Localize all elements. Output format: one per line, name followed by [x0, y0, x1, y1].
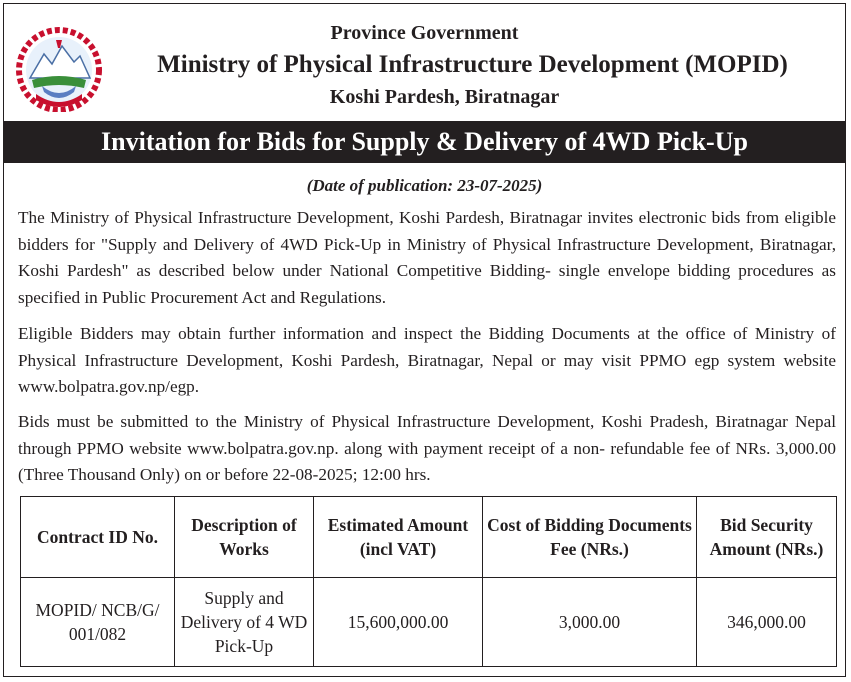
header-location: Koshi Pardesh, Biratnagar: [329, 86, 560, 108]
notice-page: [3, 3, 846, 677]
table-header-row: [21, 497, 837, 578]
paragraph-information: Eligible Bidders may obtain further information and inspect the Bidding Documents at the office of Ministry of Physical Infrastructure Development, Koshi Pardesh, Biratnagar, Nepal or may visit PPMO egp system website www.bolpatra.gov.np/egp.: [18, 324, 836, 396]
header-description: Description of Works: [175, 497, 314, 578]
table-row: [21, 578, 837, 667]
header-bid-security: Bid Security Amount (NRs.): [697, 497, 837, 578]
header-ministry: Ministry of Physical Infrastructure Development (MOPID): [157, 51, 788, 78]
bid-table: [20, 496, 837, 667]
header: [4, 4, 845, 118]
header-contract-id: Contract ID No.: [21, 497, 175, 578]
publication-date: (Date of publication: 23-07-2025): [306, 176, 543, 195]
notice-title: Invitation for Bids for Supply & Delivery of 4WD Pick-Up: [4, 121, 845, 163]
cell-bid-security: 346,000.00: [697, 578, 837, 667]
cell-estimated-amount: 15,600,000.00: [314, 578, 483, 667]
paragraph-submission: Bids must be submitted to the Ministry of Physical Infrastructure Development, Koshi Pradesh, Biratnagar Nepal through PPMO website www.bolpatra.gov.np. along with payment receipt of a non- refundable fee of NRs. 3,000.00 (Three Thousand Only) on or before 22-08-2025; 12:00 hrs.: [18, 412, 836, 484]
paragraph-invitation: The Ministry of Physical Infrastructure Development, Koshi Pardesh, Biratnagar invites electronic bids from eligible bidders for "Supply and Delivery of 4WD Pick-Up in Ministry of Physical Infrastructure Development, Biratnagar, Koshi Pardesh" as described below under National Competitive Bidding- single envelope bidding procedures as specified in Public Procurement Act and Regulations.: [18, 208, 836, 307]
cell-contract-id: MOPID/ NCB/G/ 001/082: [21, 578, 175, 667]
header-bidding-fee: Cost of Bidding Documents Fee (NRs.): [483, 497, 697, 578]
header-estimated-amount: Estimated Amount (incl VAT): [314, 497, 483, 578]
header-province: Province Government: [330, 22, 519, 44]
cell-description: Supply and Delivery of 4 WD Pick-Up: [175, 578, 314, 667]
cell-bidding-fee: 3,000.00: [483, 578, 697, 667]
